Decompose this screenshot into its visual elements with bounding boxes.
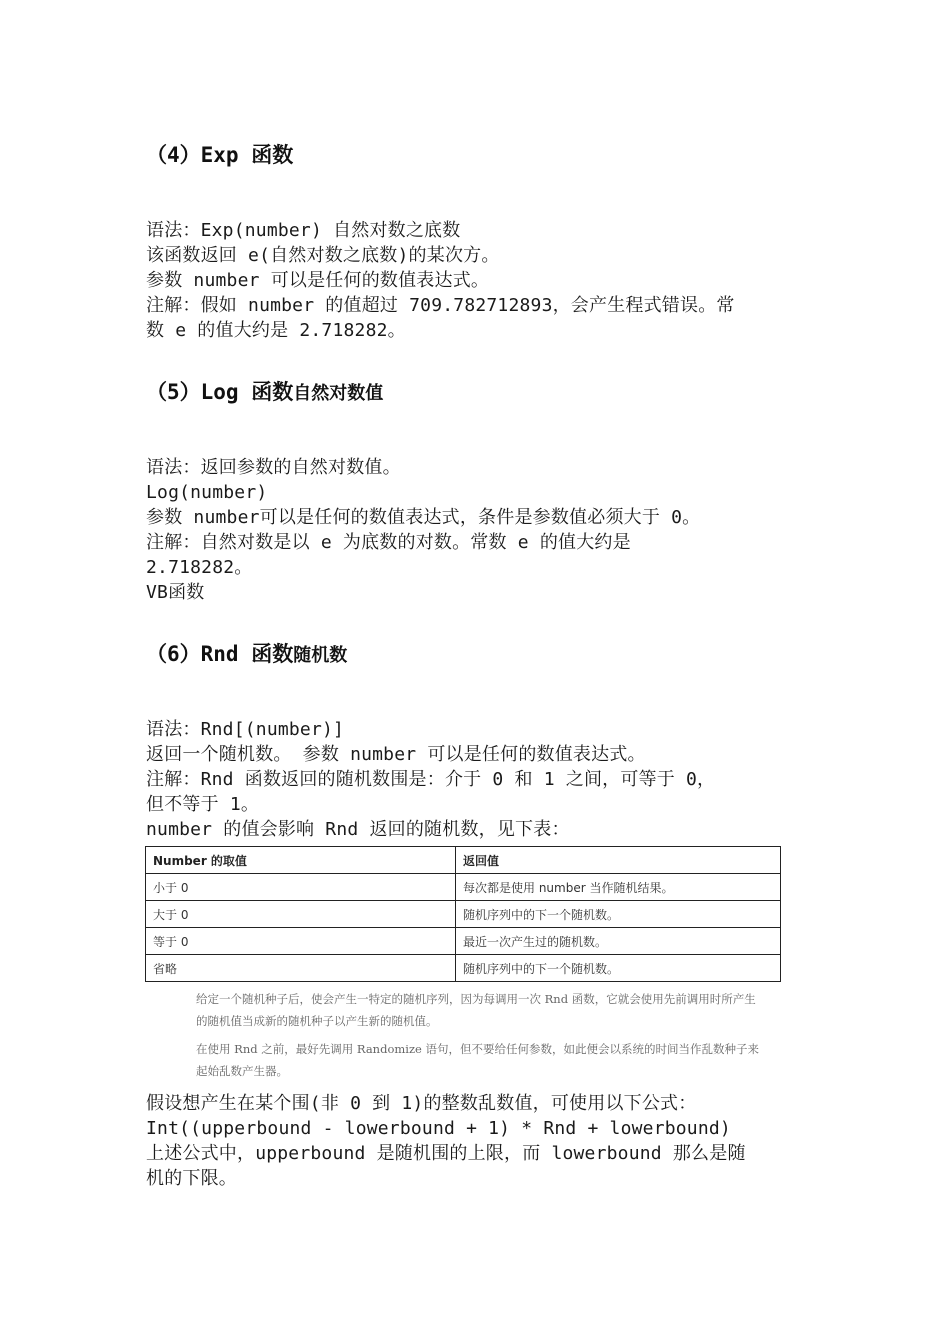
paragraph-line: 但不等于 1。 — [146, 794, 260, 815]
paragraph-line: 注解：自然对数是以 e 为底数的对数。常数 e 的值大约是 — [146, 532, 631, 553]
paragraph-line: 返回一个随机数。 参数 number 可以是任何的数值表达式。 — [146, 744, 646, 765]
paragraph-line: number 的值会影响 Rnd 返回的随机数，见下表： — [146, 819, 570, 840]
table-cell: 随机序列中的下一个随机数。 — [456, 901, 781, 928]
section-heading-exp — [146, 139, 293, 169]
paragraph-line: 参数 number 可以是任何的数值表达式。 — [146, 270, 490, 291]
section-heading-log — [146, 376, 383, 406]
section-heading-rnd — [146, 638, 347, 668]
table-row — [146, 955, 781, 982]
table-cell: 大于 0 — [146, 901, 456, 928]
paragraph-line: 注解：Rnd 函数返回的随机数围是：介于 0 和 1 之间，可等于 0， — [146, 769, 716, 790]
table-cell: 省略 — [146, 955, 456, 982]
paragraph-line: Log(number) — [146, 482, 268, 503]
table-row — [146, 901, 781, 928]
table-cell: 随机序列中的下一个随机数。 — [456, 955, 781, 982]
heading-text: （4）Exp 函数 — [146, 143, 294, 167]
table-row — [146, 928, 781, 955]
paragraph-line: 机的下限。 — [146, 1168, 237, 1189]
note-line: 给定一个随机种子后，使会产生一特定的随机序列，因为每调用一次 Rnd 函数，它就会使用先前调用时所产生 — [196, 992, 756, 1006]
paragraph-line: 数 e 的值大约是 2.718282。 — [146, 320, 406, 341]
paragraph-line: 假设想产生在某个围(非 0 到 1)的整数乱数值，可使用以下公式： — [146, 1093, 697, 1114]
column-header: 返回值 — [456, 847, 781, 874]
table-row — [146, 874, 781, 901]
note-line: 的随机值当成新的随机种子以产生新的随机值。 — [196, 1014, 438, 1028]
paragraph-line: 语法：Rnd[(number)] — [146, 719, 345, 740]
paragraph-line: 参数 number可以是任何的数值表达式，条件是参数值必须大于 0。 — [146, 507, 701, 528]
heading-text: （5）Log 函数 — [146, 380, 294, 404]
paragraph-line: 语法：返回参数的自然对数值。 — [146, 457, 401, 478]
formula-line: Int((upperbound - lowerbound + 1) * Rnd + lowerbound) — [146, 1118, 731, 1139]
heading-text: （6）Rnd 函数 — [146, 642, 294, 666]
column-header: Number 的取值 — [146, 847, 456, 874]
paragraph-line: VB函数 — [146, 582, 205, 603]
rnd-value-table — [145, 846, 781, 982]
table-cell: 每次都是使用 number 当作随机结果。 — [456, 874, 781, 901]
table-cell: 小于 0 — [146, 874, 456, 901]
table-header-row — [146, 847, 781, 874]
paragraph-line: 该函数返回 e(自然对数之底数)的某次方。 — [146, 245, 500, 266]
heading-extra: 自然对数值 — [293, 383, 384, 404]
note-line: 起始乱数产生器。 — [196, 1064, 288, 1078]
heading-extra: 随机数 — [293, 645, 348, 666]
paragraph-line: 注解：假如 number 的值超过 709.782712893，会产生程式错误。常 — [146, 295, 735, 316]
table-cell: 等于 0 — [146, 928, 456, 955]
paragraph-line: 2.718282。 — [146, 557, 253, 578]
paragraph-line: 语法：Exp(number) 自然对数之底数 — [146, 220, 461, 241]
note-line: 在使用 Rnd 之前，最好先调用 Randomize 语句，但不要给任何参数，如此便会以系统的时间当作乱数种子来 — [196, 1042, 759, 1056]
paragraph-line: 上述公式中，upperbound 是随机围的上限，而 lowerbound 那么是随 — [146, 1143, 746, 1164]
table-cell: 最近一次产生过的随机数。 — [456, 928, 781, 955]
